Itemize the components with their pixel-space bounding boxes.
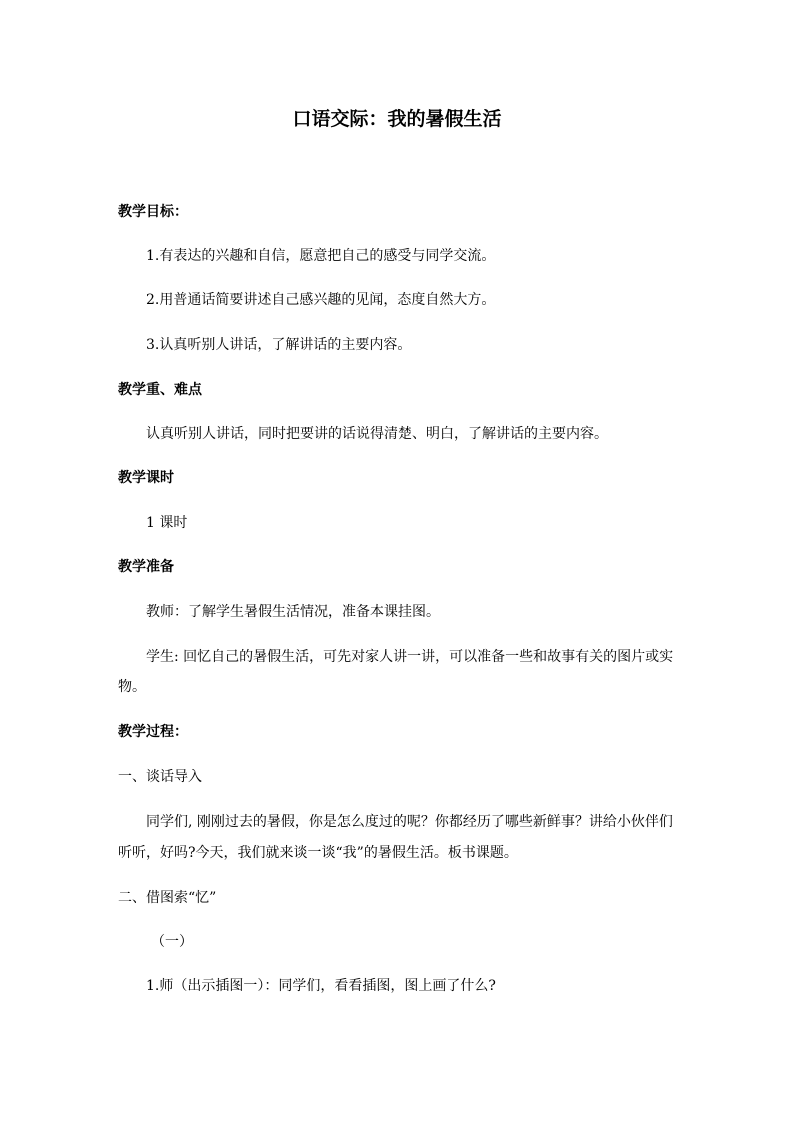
section-heading: 二、借图索“忆”	[118, 890, 217, 906]
step-item: 1.师（出示插图一）：同学们，看看插图，图上画了什么?	[146, 978, 496, 994]
key-points-heading: 教学重、难点	[118, 382, 202, 398]
preparation-heading: 教学准备	[118, 559, 174, 575]
hours-text: 1 课时	[146, 515, 188, 531]
subsection-heading: （一）	[151, 934, 193, 950]
document-title: 口语交际：我的暑假生活	[292, 108, 502, 130]
objective-item: 1.有表达的兴趣和自信，愿意把自己的感受与同学交流。	[146, 248, 496, 264]
process-heading: 教学过程：	[118, 724, 188, 740]
key-points-text: 认真听别人讲话，同时把要讲的话说得清楚、明白，了解讲话的主要内容。	[146, 426, 608, 442]
objectives-heading: 教学目标：	[118, 204, 188, 220]
hours-heading: 教学课时	[118, 470, 174, 486]
objective-item: 2.用普通话简要讲述自己感兴趣的见闻，态度自然大方。	[146, 292, 496, 308]
student-preparation-line: 学生: 回忆自己的暑假生活，可先对家人讲一讲，可以准备一些和故事有关的图片或实	[146, 649, 674, 665]
section-paragraph-line: 同学们, 刚刚过去的暑假，你是怎么度过的呢？你都经历了哪些新鲜事？讲给小伙伴们	[146, 814, 673, 830]
teacher-preparation: 教师：了解学生暑假生活情况，准备本课挂图。	[146, 604, 440, 620]
section-paragraph-line: 听听，好吗?今天，我们就来谈一谈“我”的暑假生活。板书课题。	[118, 845, 518, 861]
student-preparation-line: 物。	[118, 679, 146, 695]
section-heading: 一、谈话导入	[118, 769, 202, 785]
objective-item: 3.认真听别人讲话，了解讲话的主要内容。	[146, 337, 412, 353]
